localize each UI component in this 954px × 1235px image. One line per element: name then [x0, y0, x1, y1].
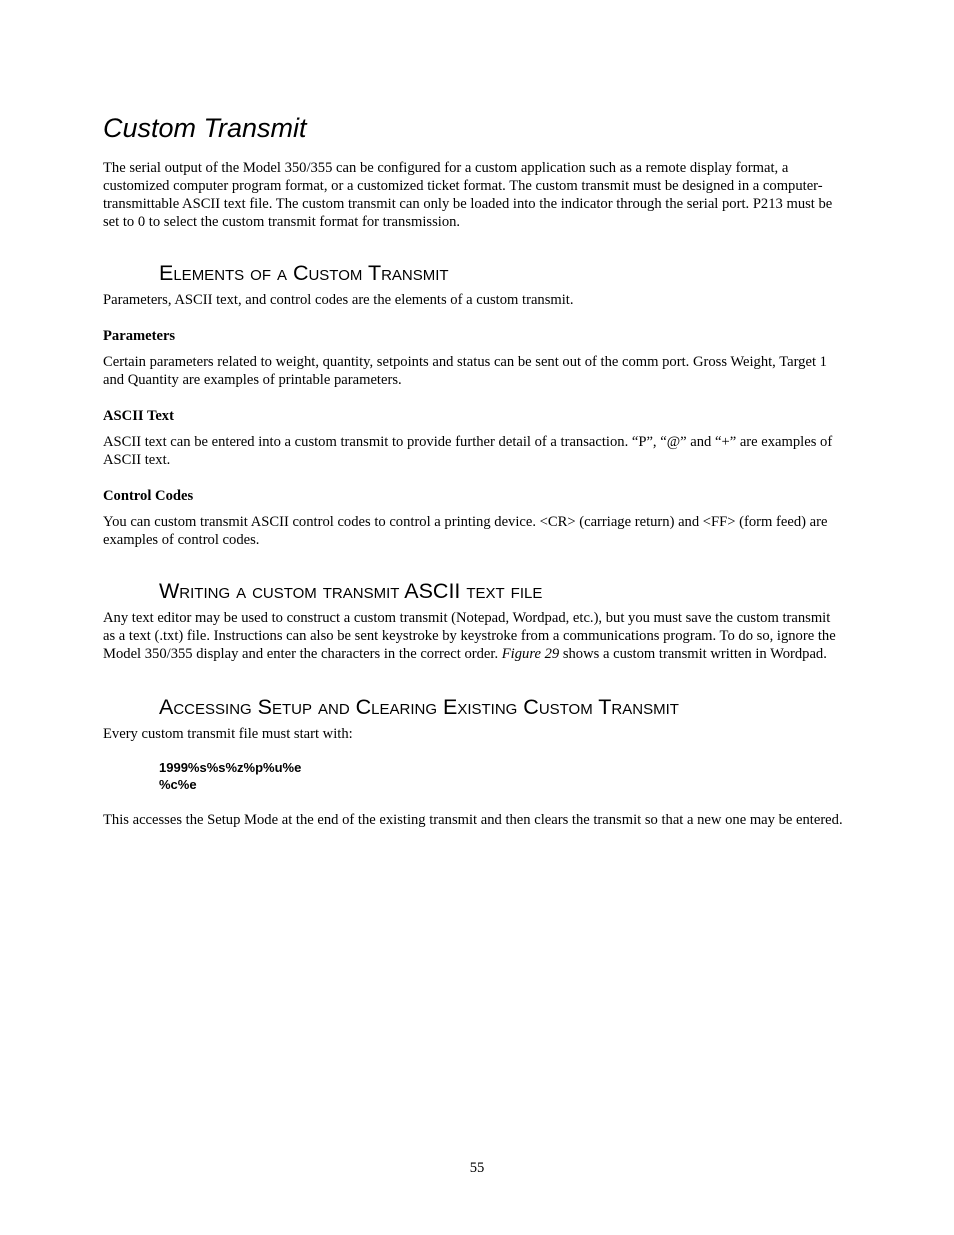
subheading-control-codes: Control Codes — [103, 488, 194, 504]
heading-part-2: text file — [460, 579, 543, 603]
figure-reference: Figure 29 — [501, 646, 560, 662]
control-codes-paragraph: You can custom transmit ASCII control codes to control a printing device. <CR> (carriage return) and <FF> (form feed) are examples of control codes. — [103, 514, 828, 548]
code-line-1: 1999%s%s%z%p%u%e — [159, 760, 302, 775]
document-page — [103, 112, 843, 829]
writing-text-a: Any text editor may be used to construct a custom transmit (Notepad, Wordpad, etc.), but you must save the custom transmit as a text (.txt) file. Instructions can also be sent keystroke by keystroke from a communications program. To do so, ignore the Model 350/355 display and enter the characters in the correct order. — [103, 610, 836, 662]
code-line-2: %c%e — [159, 777, 197, 792]
parameters-paragraph: Certain parameters related to weight, quantity, setpoints and status can be sent out of the comm port. Gross Weight, Target 1 and Quantity are examples of printable parameters. — [103, 354, 827, 388]
page-number: 55 — [469, 1160, 485, 1176]
subheading-ascii-text: ASCII Text — [103, 408, 174, 424]
writing-paragraph — [103, 609, 843, 663]
accessing-paragraph-2: This accesses the Setup Mode at the end of the existing transmit and then clears the transmit so that a new one may be entered. — [103, 812, 843, 828]
subheading-parameters: Parameters — [103, 328, 176, 344]
heading-part-1: Writing a custom transmit — [159, 579, 405, 603]
ascii-text-paragraph: ASCII text can be entered into a custom transmit to provide further detail of a transaction. “P”, “@” and “+” are examples of ASCII text. — [103, 434, 833, 468]
section-heading-elements: Elements of a Custom Transmit — [159, 261, 449, 285]
page-title: Custom Transmit — [103, 113, 307, 143]
heading-part-ascii: ASCII — [404, 579, 461, 603]
elements-paragraph: Parameters, ASCII text, and control codes are the elements of a custom transmit. — [103, 292, 574, 308]
writing-text-b: shows a custom transmit written in Wordpad. — [559, 646, 827, 662]
intro-paragraph: The serial output of the Model 350/355 can be configured for a custom application such as a remote display format, a customized computer program format, or a customized ticket format. The custom transmit must be designed in a computer-transmittable ASCII text file. The custom transmit can only be loaded into the indicator through the serial port. P213 must be set to 0 to select the custom transmit format for transmission. — [103, 160, 833, 230]
section-heading-writing — [159, 579, 843, 603]
accessing-paragraph: Every custom transmit file must start with: — [103, 726, 353, 742]
section-heading-accessing: Accessing Setup and Clearing Existing Custom Transmit — [159, 695, 679, 719]
